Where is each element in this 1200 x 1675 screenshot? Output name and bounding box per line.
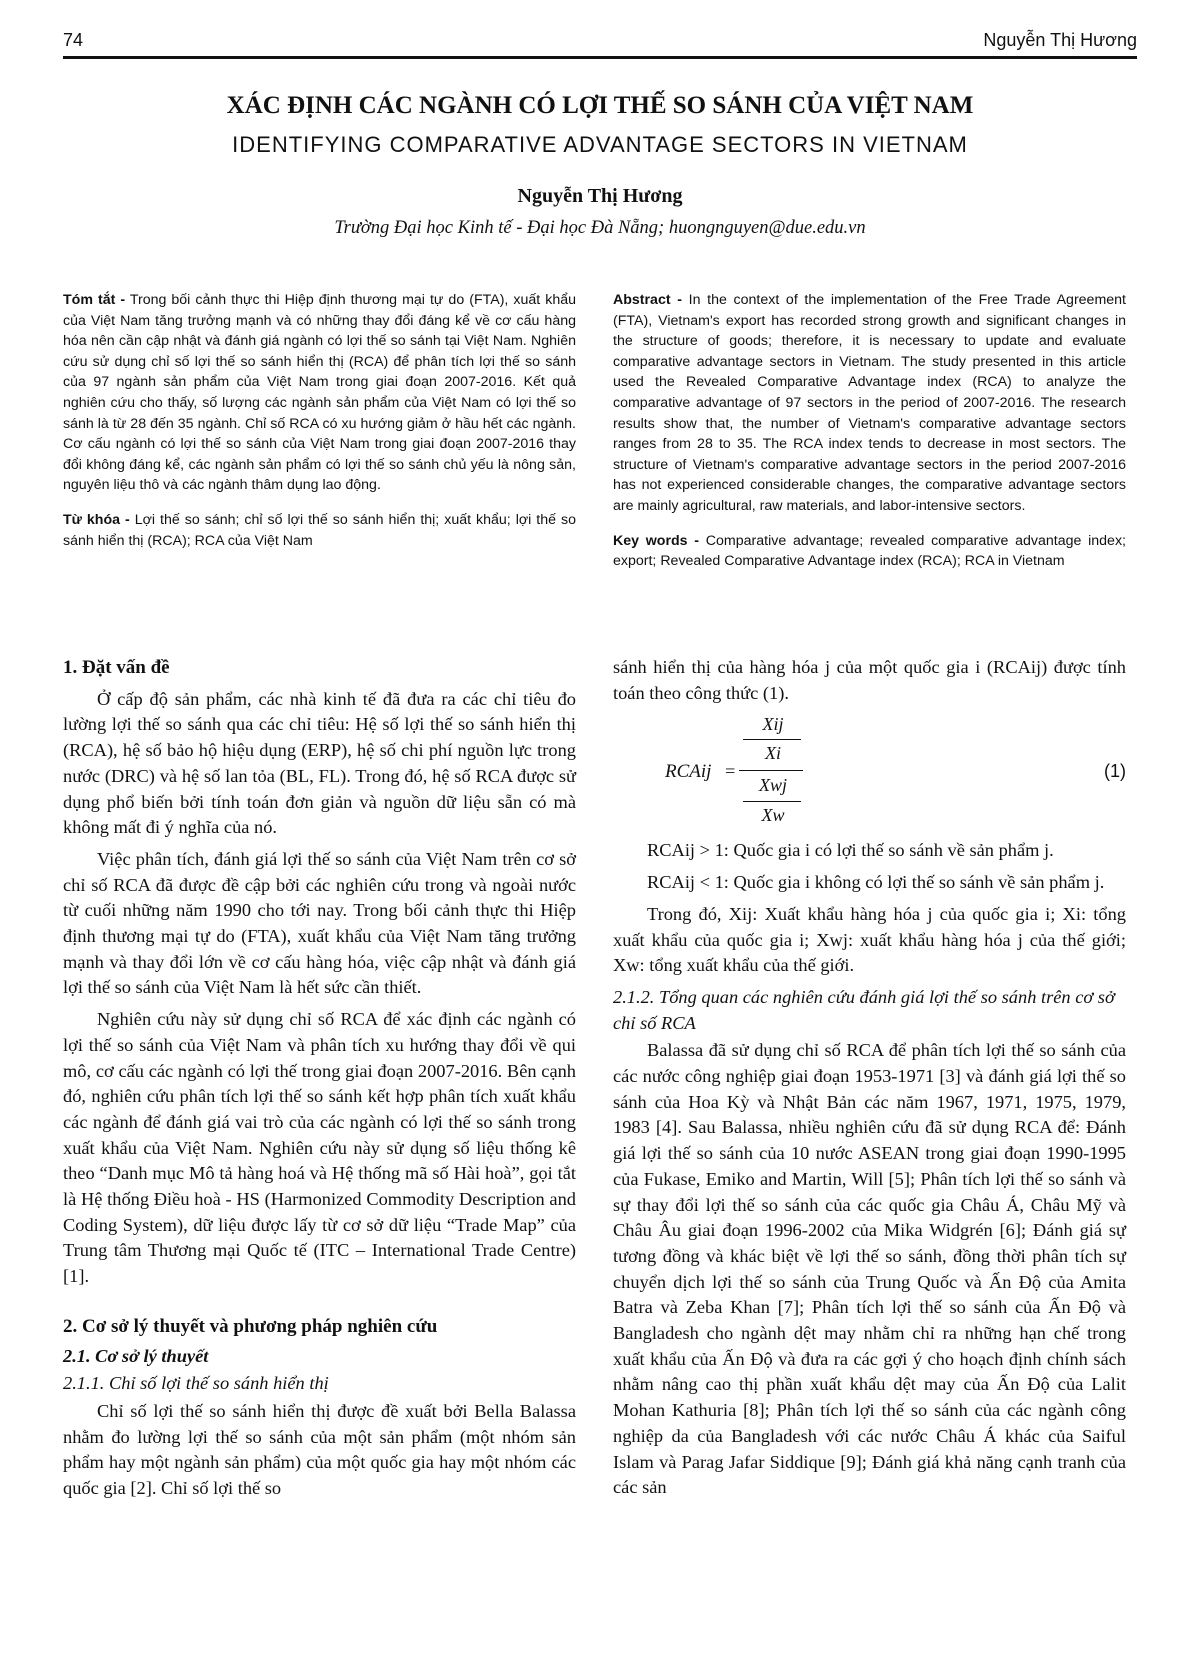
keywords-vi-text: Lợi thế so sánh; chỉ số lợi thế so sánh hiển thị; xuất khẩu; lợi thế so sánh hiển thị (RCA); RCA của Việt Nam [63, 511, 576, 549]
body-paragraph: Ở cấp độ sản phẩm, các nhà kinh tế đã đưa ra các chỉ tiêu đo lường lợi thế so sánh qua các chỉ tiêu: Hệ số lợi thế so sánh hiển thị (RCA), hệ số bảo hộ hiệu dụng (ERP), hệ số chi phí nguồn lực trong nước (DRC) và hệ số lan tỏa (BL, FL). Trong đó, hệ số RCA được sử dụng phổ biến bởi tính toán đơn giản và nguồn dữ liệu sẵn có mà không mất đi ý nghĩa của nó. [63, 688, 576, 838]
abstract-vietnamese [63, 290, 576, 565]
paper-subtitle: IDENTIFYING COMPARATIVE ADVANTAGE SECTORS IN VIETNAM [232, 132, 968, 157]
body-column-right [613, 655, 1126, 1507]
keywords-vi-paragraph [63, 510, 576, 551]
body-paragraph: Việc phân tích, đánh giá lợi thế so sánh của Việt Nam trên cơ sở chỉ số RCA đã được đề cập bởi các nghiên cứu trong và ngoài nước từ cuối những năm 1990 cho tới nay. Trong bối cảnh thực thi Hiệp định thương mại tự do (FTA), xuất khẩu của Việt Nam tăng trưởng mạnh và thay đổi lớn về cơ cấu hàng hóa, việc cập nhật và đánh giá lợi thế so sánh của Việt Nam là hết sức cần thiết. [63, 848, 576, 998]
keywords-en-text: Comparative advantage; revealed comparative advantage index; export; Revealed Comparative Advantage index (RCA); RCA in Vietnam [613, 532, 1126, 570]
section-heading-1: 1. Đặt vấn đề [63, 657, 170, 678]
formula-denominator-bottom: Xw [761, 805, 785, 826]
formula-numerator-bottom: Xwj [758, 775, 787, 796]
abstract-vi-label: Tóm tắt - [63, 292, 126, 308]
subsubsection-heading: 2.1.1. Chỉ số lợi thế so sánh hiển thị [63, 1373, 329, 1394]
paper-title: XÁC ĐỊNH CÁC NGÀNH CÓ LỢI THẾ SO SÁNH CỦA VIỆT NAM [226, 92, 974, 119]
body-paragraph: sánh hiển thị của hàng hóa j của một quốc gia i (RCAij) được tính toán theo công thức (1). [613, 657, 1126, 703]
formula-numerator-top: Xij [762, 714, 784, 735]
abstract-vi-text: Trong bối cảnh thực thi Hiệp định thương mại tự do (FTA), xuất khẩu của Việt Nam tăng trưởng mạnh và có những thay đổi đáng kể về cơ cấu hàng hóa nên cần cập nhật và đánh giá ngành có lợi thế so sánh tại Việt Nam. Nghiên cứu sử dụng chỉ số lợi thế so sánh hiển thị (RCA) để phân tích lợi thế so sánh của 97 ngành sản phẩm của Việt Nam trong giai đoạn 2007-2016. Kết quả nghiên cứu cho thấy, số lượng các ngành sản phẩm của Việt Nam có lợi thế so sánh là từ 28 đến 35 ngành. Chỉ số RCA có xu hướng giảm ở hầu hết các ngành. Cơ cấu ngành có lợi thế so sánh của Việt Nam trong giai đoạn 2007-2016 thay đổi không đáng kể, các ngành sản phẩm có lợi thế so sánh chủ yếu là nông sản, nguyên liệu thô và các ngành thâm dụng lao động. [63, 292, 576, 494]
formula-lhs: RCAij [665, 761, 712, 783]
page-number: 74 [63, 30, 84, 50]
formula-main-line [739, 770, 803, 771]
formula-inner-line [743, 739, 801, 740]
keywords-en-paragraph [613, 531, 1126, 572]
abstract-vi-paragraph [63, 290, 576, 496]
header-author: Nguyễn Thị Hương [983, 30, 1137, 50]
formula-inner-line [743, 801, 801, 802]
abstract-en-text: In the context of the implementation of the Free Trade Agreement (FTA), Vietnam's export has recorded strong growth and significant changes in the structure of goods; therefore, it is necessary to update and evaluate comparative advantage sectors in Vietnam. The study presented in this article used the Revealed Comparative Advantage index (RCA) to analyze the comparative advantage of 97 sectors in the period of 2007-2016. The research results show that, the number of Vietnam's comparative advantage sectors ranges from 28 to 35. The RCA index tends to decrease in most sectors. The structure of Vietnam's comparative advantage sectors in the period 2007-2016 has not experienced considerable changes, the comparative advantage sectors are mainly agricultural, raw materials, and labor-intensive sectors. [613, 292, 1126, 514]
formula-denominator-top: Xi [765, 743, 781, 764]
body-paragraph: RCAij > 1: Quốc gia i có lợi thế so sánh về sản phẩm j. [647, 840, 1054, 861]
subsubsection-heading: 2.1.2. Tổng quan các nghiên cứu đánh giá lợi thế so sánh trên cơ sở chỉ số RCA [613, 986, 1115, 1033]
author-name: Nguyễn Thị Hương [517, 185, 683, 207]
abstract-english [613, 290, 1126, 586]
body-paragraph: RCAij < 1: Quốc gia i không có lợi thế so sánh về sản phẩm j. [647, 872, 1105, 893]
running-header [63, 30, 1137, 59]
subsection-heading: 2.1. Cơ sở lý thuyết [63, 1345, 209, 1366]
section-heading-2: 2. Cơ sở lý thuyết và phương pháp nghiên cứu [63, 1315, 438, 1337]
abstract-en-paragraph [613, 290, 1126, 517]
keywords-vi-label: Từ khóa - [63, 511, 130, 528]
author-affiliation: Trường Đại học Kinh tế - Đại học Đà Nẵng; huongnguyen@due.edu.vn [334, 218, 866, 238]
abstract-en-label: Abstract - [613, 292, 682, 308]
formula-number: (1) [1104, 761, 1126, 782]
body-paragraph: Balassa đã sử dụng chỉ số RCA để phân tích lợi thế so sánh của các nước công nghiệp giai đoạn 1953-1971 [3] và đánh giá lợi thế so sánh của Hoa Kỳ và Nhật Bản các năm 1967, 1971, 1975, 1979, 1983 [4]. Sau Balassa, nhiều nghiên cứu đã sử dụng RCA để: Đánh giá lợi thế so sánh của 10 nước ASEAN trong giai đoạn 1990-1995 của Fukase, Emiko and Martin, Will [5]; Phân tích lợi thế so sánh và sự thay đổi lợi thế so sánh của các quốc gia Châu Á, Châu Mỹ và Châu Âu giai đoạn 1996-2002 của Mika Widgrén [6]; Đánh giá sự tương đồng và khác biệt về lợi thế so sánh, đồng thời phân tích sự chuyển dịch lợi thế so sánh của Trung Quốc và Ấn Độ của Amita Batra và Zeba Khan [7]; Phân tích lợi thế so sánh của Ấn Độ và Bangladesh cho ngành dệt may nhằm chỉ ra những hạn chế trong xuất khẩu của Ấn Độ và đưa ra các gợi ý cho hoạch định chính sách nhằm nâng cao thị phần xuất khẩu dệt may của Ấn Độ của Lalit Mohan Kathuria [8]; Phân tích lợi thế so sánh của các ngành công nghiệp da của Bangladesh với các nước Châu Á khác của Saiful Islam và Parag Jafar Siddique [9]; Đánh giá khả năng cạnh tranh của các sản [613, 1040, 1126, 1498]
rca-formula [613, 712, 1126, 834]
formula-equals: = [725, 761, 736, 782]
body-paragraph: Chỉ số lợi thế so sánh hiển thị được đề xuất bởi Bella Balassa nhằm đo lường lợi thế so sánh của một sản phẩm (một nhóm sản phẩm hay một ngành sản phẩm) của một quốc gia hay một nhóm các quốc gia [2]. Chỉ số lợi thế so [63, 1400, 576, 1499]
body-column-left [63, 655, 576, 1508]
keywords-en-label: Key words - [613, 532, 700, 549]
body-paragraph: Nghiên cứu này sử dụng chỉ số RCA để xác định các ngành có lợi thế so sánh của Việt Nam và phân tích xu hướng thay đổi về qui mô, cơ cấu các ngành có lợi thế trong giai đoạn 2007-2016. Bên cạnh đó, nghiên cứu phân tích lợi thế so sánh kết hợp phân tích xuất khẩu các ngành để đánh giá vai trò của các ngành có lợi thế so sánh trong xuất khẩu của Việt Nam. Nghiên cứu này sử dụng số liệu thống kê theo “Danh mục Mô tả hàng hoá và Hệ thống mã số Hài hoà”, gọi tắt là Hệ thống Điều hoà - HS (Harmonized Commodity Description and Coding System), dữ liệu được lấy từ cơ sở dữ liệu “Trade Map” của Trung tâm Thương mại Quốc tế (ITC – International Trade Centre) [1]. [63, 1009, 576, 1287]
body-paragraph: Trong đó, Xij: Xuất khẩu hàng hóa j của quốc gia i; Xi: tổng xuất khẩu của quốc gia i; Xwj: xuất khẩu hàng hóa j của thế giới; Xw: tổng xuất khẩu của thế giới. [613, 903, 1126, 976]
